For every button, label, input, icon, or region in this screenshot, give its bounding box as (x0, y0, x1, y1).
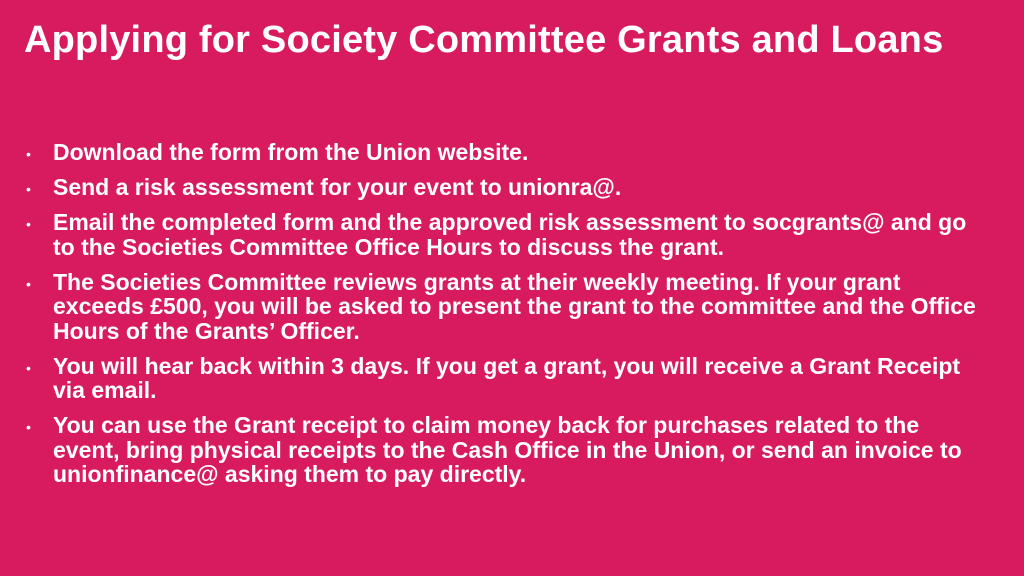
bullet-icon: • (26, 181, 31, 197)
bullet-item (0, 140, 1024, 165)
bullet-icon: • (26, 419, 31, 435)
bullet-text: The Societies Committee reviews grants at their weekly meeting. If your grant exceeds £500, you will be asked to present the grant to the committee and the Office Hours of the Grants’ Officer. (53, 268, 976, 344)
bullet-text: You can use the Grant receipt to claim money back for purchases related to the event, bring physical receipts to the Cash Office in the Union, or send an invoice to unionfinance@ asking them to pay directly. (53, 412, 962, 487)
bullet-icon: • (26, 359, 31, 376)
bullet-item (0, 354, 1024, 403)
bullet-item (0, 270, 1024, 344)
bullet-item (0, 413, 1024, 487)
slide-title: Applying for Society Committee Grants and Loans (24, 19, 944, 61)
bullet-item (0, 175, 1024, 200)
bullet-text: You will hear back within 3 days. If you get a grant, you will receive a Grant Receipt via email. (53, 352, 961, 403)
bullet-icon: • (26, 216, 31, 232)
bullet-text: Email the completed form and the approved risk assessment to socgrants@ and go to the Societies Committee Office Hours to discuss the grant. (53, 209, 967, 260)
bullet-text: Download the form from the Union website. (53, 139, 529, 165)
bullet-item (0, 210, 1024, 259)
bullet-icon: • (26, 275, 31, 292)
bullet-icon: • (26, 146, 31, 162)
bullet-text: Send a risk assessment for your event to unionra@. (53, 174, 622, 200)
bullet-list (0, 140, 1024, 497)
